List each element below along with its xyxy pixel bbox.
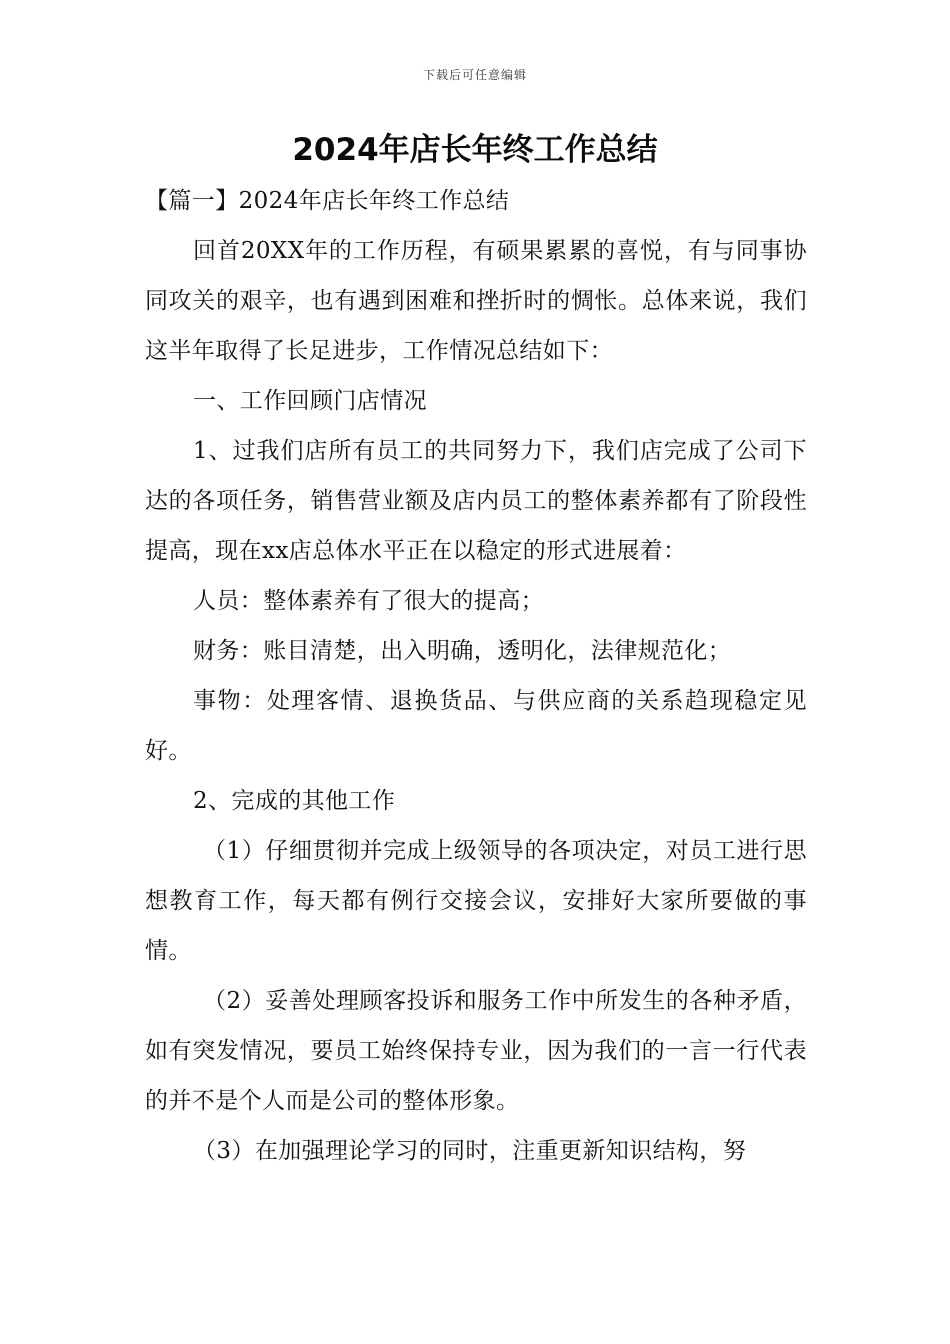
- document-body: [145, 176, 807, 1176]
- paragraph-item-3: （3）在加强理论学习的同时，注重更新知识结构，努: [193, 1138, 747, 1164]
- paragraph-store-status: 1、过我们店所有员工的共同努力下，我们店完成了公司下达的各项任务，销售营业额及店内员工的整体素养都有了阶段性提高，现在xx店总体水平正在以稳定的形式进展着：: [145, 438, 807, 564]
- paragraph-intro: 回首20XX年的工作历程，有硕果累累的喜悦，有与同事协同攻关的艰辛，也有遇到困难和挫折时的惆怅。总体来说，我们这半年取得了长足进步，工作情况总结如下：: [145, 238, 807, 364]
- paragraph-item-1: （1）仔细贯彻并完成上级领导的各项决定，对员工进行思想教育工作，每天都有例行交接会议，安排好大家所要做的事情。: [145, 838, 807, 964]
- paragraph-heading-review: 一、工作回顾门店情况: [193, 388, 427, 414]
- paragraph-personnel: 人员：整体素养有了很大的提高；: [193, 588, 544, 614]
- header-note: 下载后可任意编辑: [422, 68, 527, 82]
- section-heading: 【篇一】2024年店长年终工作总结: [145, 188, 510, 214]
- paragraph-item-2: （2）妥善处理顾客投诉和服务工作中所发生的各种矛盾，如有突发情况，要员工始终保持专业，因为我们的一言一行代表的并不是个人而是公司的整体形象。: [145, 988, 807, 1114]
- document-title: 2024年店长年终工作总结: [292, 132, 658, 168]
- paragraph-affairs: 事物：处理客情、退换货品、与供应商的关系趋现稳定见好。: [145, 688, 807, 764]
- paragraph-finance: 财务：账目清楚，出入明确，透明化，法律规范化；: [193, 638, 732, 664]
- paragraph-heading-other-work: 2、完成的其他工作: [193, 788, 396, 814]
